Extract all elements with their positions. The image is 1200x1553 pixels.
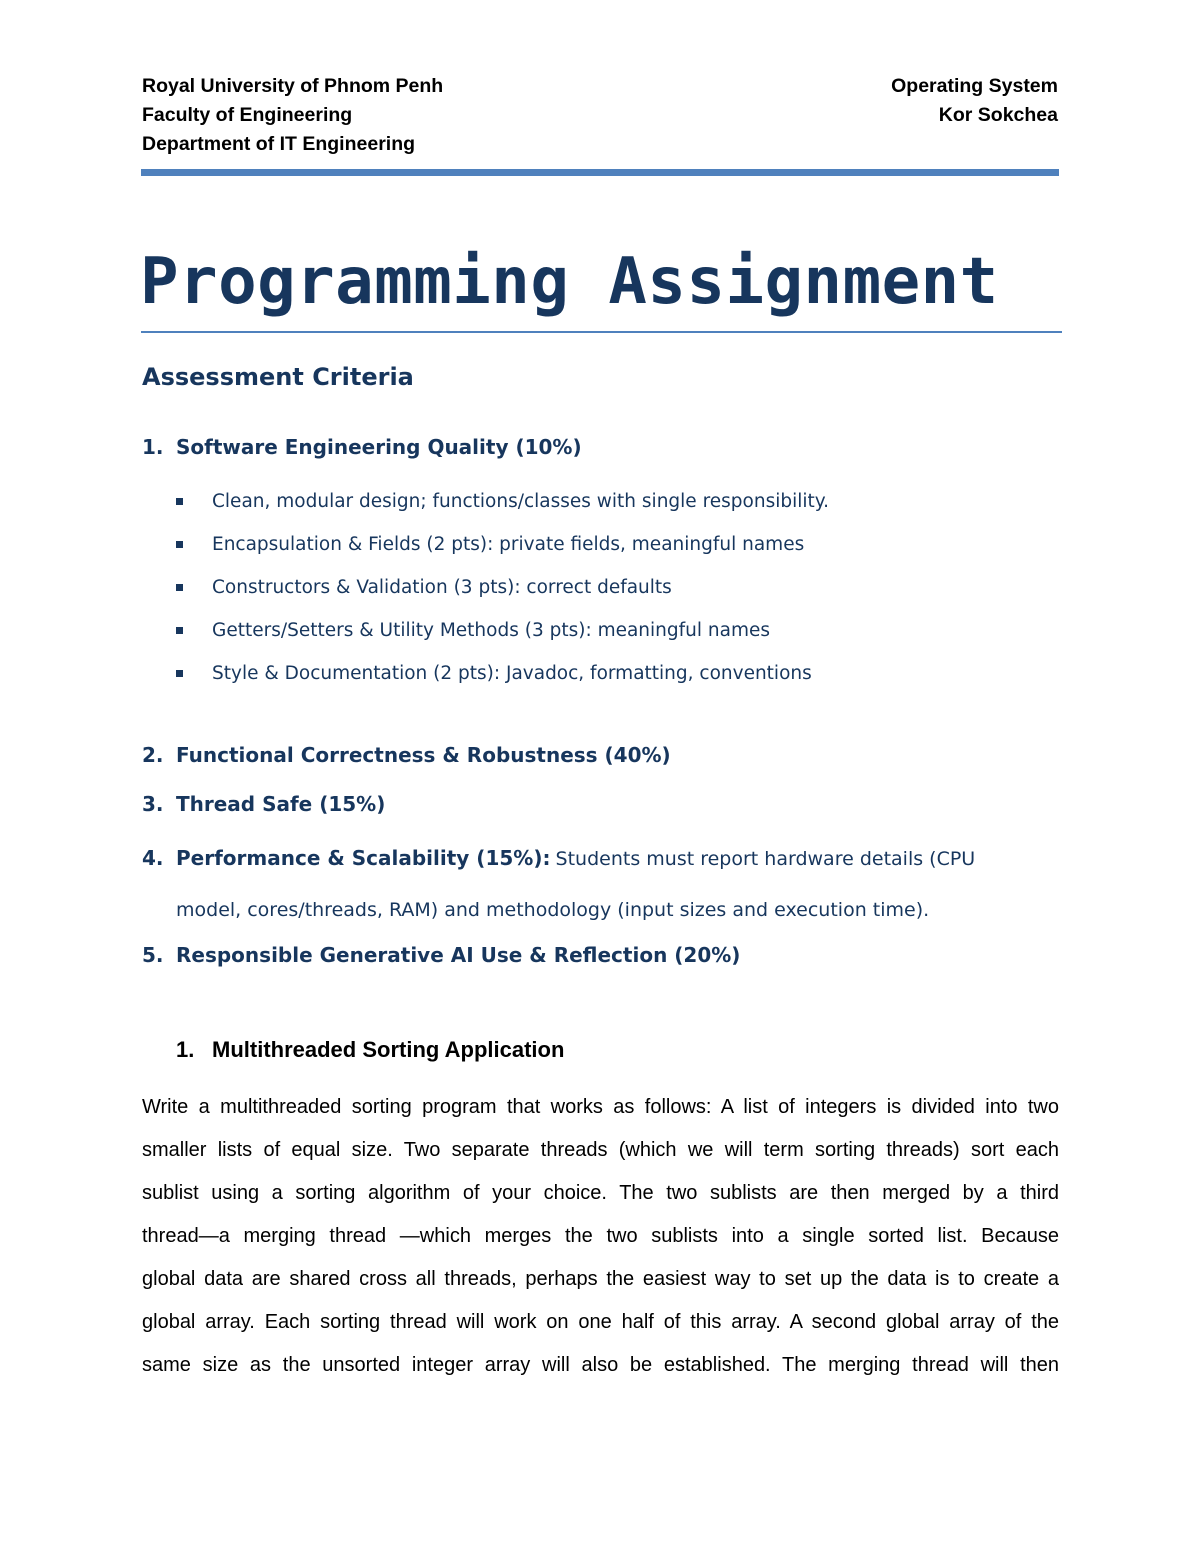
criterion-4 (142, 846, 975, 870)
instructor-name: Kor Sokchea (938, 104, 1058, 126)
criterion-label: Performance & Scalability (15%): (176, 846, 551, 870)
faculty-name: Faculty of Engineering (142, 104, 353, 126)
criterion-label: Functional Correctness & Robustness (40%) (176, 743, 671, 767)
section-title: Multithreaded Sorting Application (212, 1037, 565, 1062)
header-right (891, 72, 1058, 130)
bullet-text: Encapsulation & Fields (2 pts): private fields, meaningful names (212, 534, 805, 555)
section-heading (176, 1035, 564, 1065)
course-name: Operating System (891, 75, 1058, 97)
paragraph-line: Write a multithreaded sorting program that works as follows: A list of integers is divided into two (142, 1096, 1059, 1118)
criterion-label: Thread Safe (15%) (176, 792, 386, 816)
criterion-number: 4. (142, 846, 164, 870)
bullet-square-icon (176, 584, 183, 591)
paragraph-line: same size as the unsorted integer array will also be established. The merging thread will then (142, 1354, 1059, 1376)
paragraph-line: sublist using a sorting algorithm of your choice. The two sublists are then merged by a third (142, 1182, 1059, 1204)
paragraph-line: thread—a merging thread —which merges the two sublists into a single sorted list. Because (142, 1225, 1059, 1247)
criterion-5 (142, 943, 740, 967)
paragraph-line: global data are shared cross all threads, perhaps the easiest way to set up the data is to create a (142, 1268, 1059, 1290)
section-number: 1. (176, 1037, 195, 1062)
header-left (142, 72, 443, 159)
criterion-1 (142, 435, 582, 459)
criterion-2 (142, 743, 671, 767)
bullet-text: Clean, modular design; functions/classes with single responsibility. (212, 491, 829, 512)
criterion-label: Software Engineering Quality (10%) (176, 435, 582, 459)
criterion-label: Responsible Generative AI Use & Reflection (20%) (176, 943, 741, 967)
title-underline (141, 331, 1062, 333)
paragraph-line: global array. Each sorting thread will work on one half of this array. A second global array of the (142, 1311, 1059, 1333)
assessment-heading: Assessment Criteria (142, 363, 414, 391)
department-name: Department of IT Engineering (142, 133, 416, 155)
criterion-number: 5. (142, 943, 164, 967)
bullet-square-icon (176, 670, 183, 677)
criterion-number: 2. (142, 743, 164, 767)
bullet-square-icon (176, 498, 183, 505)
paragraph-line: smaller lists of equal size. Two separate threads (which we will term sorting threads) sort each (142, 1139, 1059, 1161)
criterion-3 (142, 792, 385, 816)
bullet-square-icon (176, 627, 183, 634)
criterion-number: 1. (142, 435, 164, 459)
bullet-square-icon (176, 541, 183, 548)
bullet-text: Getters/Setters & Utility Methods (3 pts): meaningful names (212, 620, 770, 641)
criterion-4-description-continued: model, cores/threads, RAM) and methodology (input sizes and execution time). (176, 899, 930, 921)
criterion-description: Students must report hardware details (CPU (555, 848, 976, 870)
criterion-number: 3. (142, 792, 164, 816)
header-rule (141, 169, 1059, 176)
bullet-text: Style & Documentation (2 pts): Javadoc, formatting, conventions (212, 663, 812, 684)
university-name: Royal University of Phnom Penh (142, 75, 444, 97)
bullet-text: Constructors & Validation (3 pts): correct defaults (212, 577, 672, 598)
page-title: Programming Assignment (140, 245, 999, 319)
